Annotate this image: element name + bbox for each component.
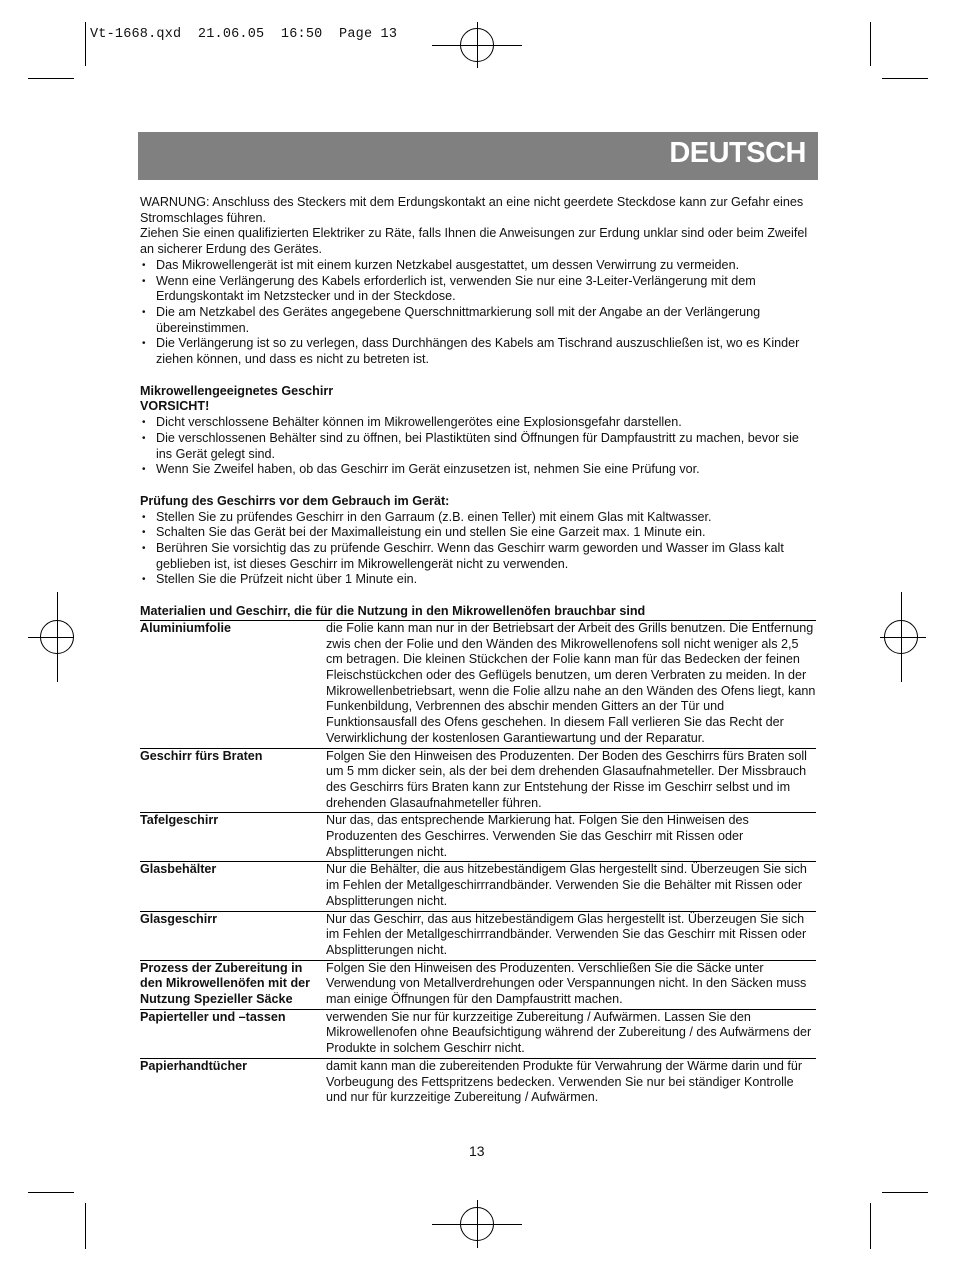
list-item: • Schalten Sie das Gerät bei der Maximalleistung ein und stellen Sie eine Garzeit max. 1 Minute ein. [140,525,816,541]
material-description: damit kann man die zubereitenden Produkte für Verwahrung der Wärme darin und für Vorbeugung des Fettspritzens bedecken. Verwenden Sie nur bei ständiger Kontrolle und nur für kurzzeitige Zubereitung / Aufwärmen. [326,1058,803,1105]
warning-list [140,258,816,368]
list-item: • Stellen Sie zu prüfendes Geschirr in den Garraum (z.B. einen Teller) mit einem Glas mit Kaltwasser. [140,510,816,526]
list-item: • Die verschlossenen Behälter sind zu öffnen, bei Plastiktüten sind Öffnungen für Dampfaustritt zu machen, bevor sie ins Gerät gelegt sind. [140,431,816,462]
list-item: • Dicht verschlossene Behälter können im Mikrowellengerötes eine Explosionsgefahr darstellen. [140,415,816,431]
material-description: Nur das Geschirr, das aus hitzebeständigem Glas hergestellt ist. Überzeugen Sie sich im Fehlen der Metallgeschirrrandbänder. Verwenden Sie das Geschirr mit Rissen oder Absplitterungen nicht. [326,911,807,957]
table-row [140,911,816,960]
language-banner [138,132,818,180]
page-content [140,195,816,1107]
material-description: Nur die Behälter, die aus hitzebeständigem Glas hergestellt sind. Überzeugen Sie sich im Fehlen der Metallgeschirrrandbänder. Verwenden Sie die Behälter mit Rissen oder Absplitterungen nicht. [326,862,807,908]
list-item: • Stellen Sie die Prüfzeit nicht über 1 Minute ein. [140,572,816,588]
material-description: Nur das, das entsprechende Markierung hat. Folgen Sie den Hinweisen des Produzenten des Geschirres. Verwenden Sie das Geschirr mit Rissen oder Absplitterungen nicht. [326,813,749,859]
material-description: Folgen Sie den Hinweisen des Produzenten. Verschließen Sie die Säcke unter Verwendung von Metallverdrehungen oder Verspannungen nicht. In den Säcken muss man einige Öffnungen für den Dampfaustritt machen. [326,960,807,1007]
material-name: Papierhandtücher [140,1058,248,1073]
list-item: • Berühren Sie vorsichtig das zu prüfende Geschirr. Wenn das Geschirr warm geworden und Wasser im Glass kalt geblieben ist, ist dieses Geschirr im Mikrowellengerät nicht zu verwenden. [140,541,816,572]
table-row [140,748,816,813]
caution-label: VORSICHT! [140,399,210,414]
list-item: • Die Verlängerung ist so zu verlegen, dass Durchhängen des Kabels am Tischrand auszuschließen ist, wo es Kinder ziehen können, und dass es nicht zu betreten ist. [140,336,816,367]
grounding-paragraph: Ziehen Sie einen qualifizierten Elektriker zu Räte, falls Ihnen die Anweisungen zur Erdung unklar sind oder beim Zweifel an sicherer Erdung des Gerätes. [140,226,808,257]
caution-list [140,415,816,478]
materials-table [140,620,816,1107]
banner-title: DEUTSCH [669,137,806,169]
section-heading: Prüfung des Geschirrs vor dem Gebrauch im Gerät: [140,493,450,508]
list-item: • Die am Netzkabel des Gerätes angegebene Querschnittmarkierung soll mit der Angabe an der Verlängerung übereinstimmen. [140,305,816,336]
material-name: Glasbehälter [140,862,217,877]
print-slug: Vt-1668.qxd 21.06.05 16:50 Page 13 [90,27,398,42]
test-list [140,510,816,589]
table-row [140,960,816,1009]
table-row [140,620,816,748]
material-description: verwenden Sie nur für kurzzeitige Zubereitung / Aufwärmen. Lassen Sie den Mikrowellenofen ohne Beaufsichtigung während der Zubereitung / des Aufwärmens der Produkte in solchem Geschirr nicht. [326,1009,812,1056]
material-name: Aluminiumfolie [140,620,231,635]
table-row [140,862,816,911]
table-row [140,1009,816,1058]
material-description: die Folie kann man nur in der Betriebsart der Arbeit des Grills benutzen. Die Entfernung zwis chen der Folie und den Wänden des Mikrowellenofens soll nicht weniger als 2,5 cm betragen. Die kleinen Stückchen der Folie kann man für das Bedecken der feinen Fleischstückchen oder des Geflügels benutzen, um deren Verbraten zu meiden. In der Mikrowellenbetriebsart, wenn die Folie allzu nahe an den Wänden des Ofens liegt, kann Funkenbildung, Verbrennen des abschir menden Gitters an der Tür und Funktionsausfall des Ofens geschehen. In diesem Fall verlieren Sie das Recht der Verwirklichung der kostenlosen Garantiewartung und der Reparatur. [326,620,816,745]
material-name: Tafelgeschirr [140,813,219,828]
material-description: Folgen Sie den Hinweisen des Produzenten. Der Boden des Geschirrs fürs Braten soll um 5 mm dicker sein, als der bei dem drehenden Glasaufnahmeteller. Der Missbrauch des Geschirrs fürs Braten kann zur Entstehung der Risse im Geschirr selbst und im drehenden Glasaufnahmeteller führen. [326,748,807,810]
list-item: • Wenn Sie Zweifel haben, ob das Geschirr im Gerät einzusetzen ist, nehmen Sie eine Prüfung vor. [140,462,816,478]
table-row [140,1058,816,1107]
table-row [140,813,816,862]
material-name: Glasgeschirr [140,911,218,926]
material-name: Prozess der Zubereitung in den Mikrowellenöfen mit der Nutzung Spezieller Säcke [140,960,311,1007]
material-name: Geschirr fürs Braten [140,748,263,763]
list-item: • Wenn eine Verlängerung des Kabels erforderlich ist, verwenden Sie nur eine 3-Leiter-Verlängerung mit dem Erdungskontakt im Netzstecker und in der Steckdose. [140,274,816,305]
page-number: 13 [469,1143,485,1159]
list-item: • Das Mikrowellengerät ist mit einem kurzen Netzkabel ausgestattet, um dessen Verwirrung zu vermeiden. [140,258,816,274]
materials-heading: Materialien und Geschirr, die für die Nutzung in den Mikrowellenöfen brauchbar sind [140,604,646,619]
warning-paragraph: WARNUNG: Anschluss des Steckers mit dem Erdungskontakt an eine nicht geerdete Steckdose kann zur Gefahr eines Stromschlages führen. [140,195,804,225]
section-heading: Mikrowellengeeignetes Geschirr [140,383,334,398]
material-name: Papierteller und –tassen [140,1009,286,1024]
